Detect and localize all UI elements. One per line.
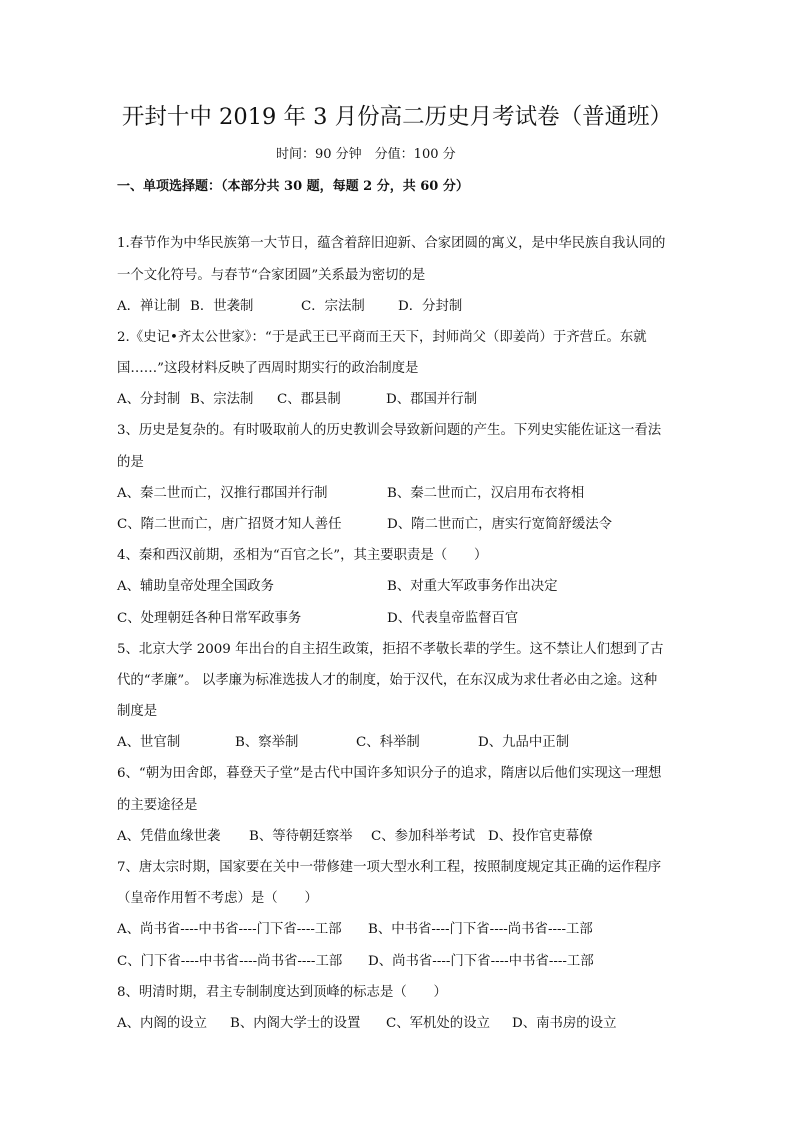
answer-option: A、世官制: [117, 735, 181, 750]
question-stem-line: 1.春节作为中华民族第一大节日，蕴含着辞旧迎新、合家团圆的寓义，是中华民族自我认同的: [117, 236, 666, 251]
exam-title: 开封十中 2019 年 3 月份高二历史月考试卷（普通班）: [121, 104, 673, 130]
question-stem-line: 一个文化符号。与春节“合家团圆”关系最为密切的是: [117, 268, 426, 283]
answer-option: C、处理朝廷各种日常军政事务: [117, 611, 302, 626]
answer-option: A、秦二世而亡，汉推行郡国并行制: [117, 486, 328, 501]
exam-meta: 时间：90 分钟 分值：100 分: [276, 147, 456, 162]
answer-option: D、尚书省----门下省----中书省----工部: [368, 954, 594, 969]
answer-option: A、凭借血缘世袭: [117, 829, 221, 844]
answer-option: B、对重大军政事务作出决定: [387, 579, 558, 594]
answer-option: C、门下省----中书省----尚书省----工部: [117, 954, 343, 969]
question-stem-line: 7、唐太宗时期，国家要在关中一带修建一项大型水利工程，按照制度规定其正确的运作程序: [117, 860, 662, 875]
answer-option: C、郡县制: [277, 392, 341, 407]
answer-option: C、军机处的设立: [386, 1016, 490, 1031]
question-stem-line: 6、“朝为田舍郎，暮登天子堂”是古代中国许多知识分子的追求，隋唐以后他们实现这一理想: [117, 766, 662, 781]
question-stem-line: 的主要途径是: [117, 798, 198, 813]
answer-option: B、等待朝廷察举: [249, 829, 353, 844]
answer-option: A．禅让制: [117, 299, 181, 314]
answer-option: A、辅助皇帝处理全国政务: [117, 579, 274, 594]
answer-option: B、中书省----门下省----尚书省----工部: [368, 922, 593, 937]
question-stem-line: 制度是: [117, 704, 158, 719]
question-stem-line: 2.《史记•齐太公世家》：“于是武王已平商而王天下，封师尚父（即姜尚）于齐营丘。东就: [117, 330, 647, 345]
answer-option: D、代表皇帝监督百官: [387, 611, 519, 626]
answer-option: B、秦二世而亡，汉启用布衣将相: [387, 486, 585, 501]
answer-option: D、九品中正制: [478, 735, 570, 750]
answer-option: B．世袭制: [190, 299, 254, 314]
question-stem-line: 8、明清时期，君主专制制度达到顶峰的标志是（ ）: [117, 985, 447, 1000]
answer-option: A、尚书省----中书省----门下省----工部: [117, 922, 342, 937]
answer-option: C．宗法制: [301, 299, 365, 314]
question-stem-line: 代的“孝廉”。 以孝廉为标准选拔人才的制度，始于汉代，在东汉成为求仕者必由之途。这种: [117, 673, 658, 688]
question-stem-line: 国……”这段材料反映了西周时期实行的政治制度是: [117, 361, 419, 376]
answer-option: D、隋二世而亡，唐实行宽简舒缓法令: [387, 517, 612, 532]
question-stem-line: 4、秦和西汉前期，丞相为“百官之长”，其主要职责是（ ）: [117, 548, 488, 563]
answer-option: A、分封制: [117, 392, 181, 407]
answer-option: D、郡国并行制: [386, 392, 478, 407]
answer-option: C、参加科举考试: [371, 829, 475, 844]
answer-option: A、内阁的设立: [117, 1016, 208, 1031]
answer-option: B、宗法制: [190, 392, 254, 407]
answer-option: B、察举制: [235, 735, 299, 750]
answer-option: C、隋二世而亡，唐广招贤才知人善任: [117, 517, 342, 532]
section-title: 一、单项选择题：（本部分共 30 题，每题 2 分，共 60 分）: [117, 179, 469, 194]
question-stem-line: 5、北京大学 2009 年出台的自主招生政策，拒招不孝敬长辈的学生。这不禁让人们想到了古: [117, 642, 664, 657]
question-stem-line: 的是: [117, 455, 144, 470]
answer-option: B、内阁大学士的设置: [230, 1016, 361, 1031]
question-stem-line: （皇帝作用暂不考虑）是（ ）: [117, 891, 318, 906]
answer-option: D、投作官吏幕僚: [488, 829, 593, 844]
answer-option: C、科举制: [356, 735, 420, 750]
question-stem-line: 3、历史是复杂的。有时吸取前人的历史教训会导致新问题的产生。下列史实能佐证这一看法: [117, 423, 662, 438]
answer-option: D．分封制: [398, 299, 463, 314]
answer-option: D、南书房的设立: [512, 1016, 617, 1031]
